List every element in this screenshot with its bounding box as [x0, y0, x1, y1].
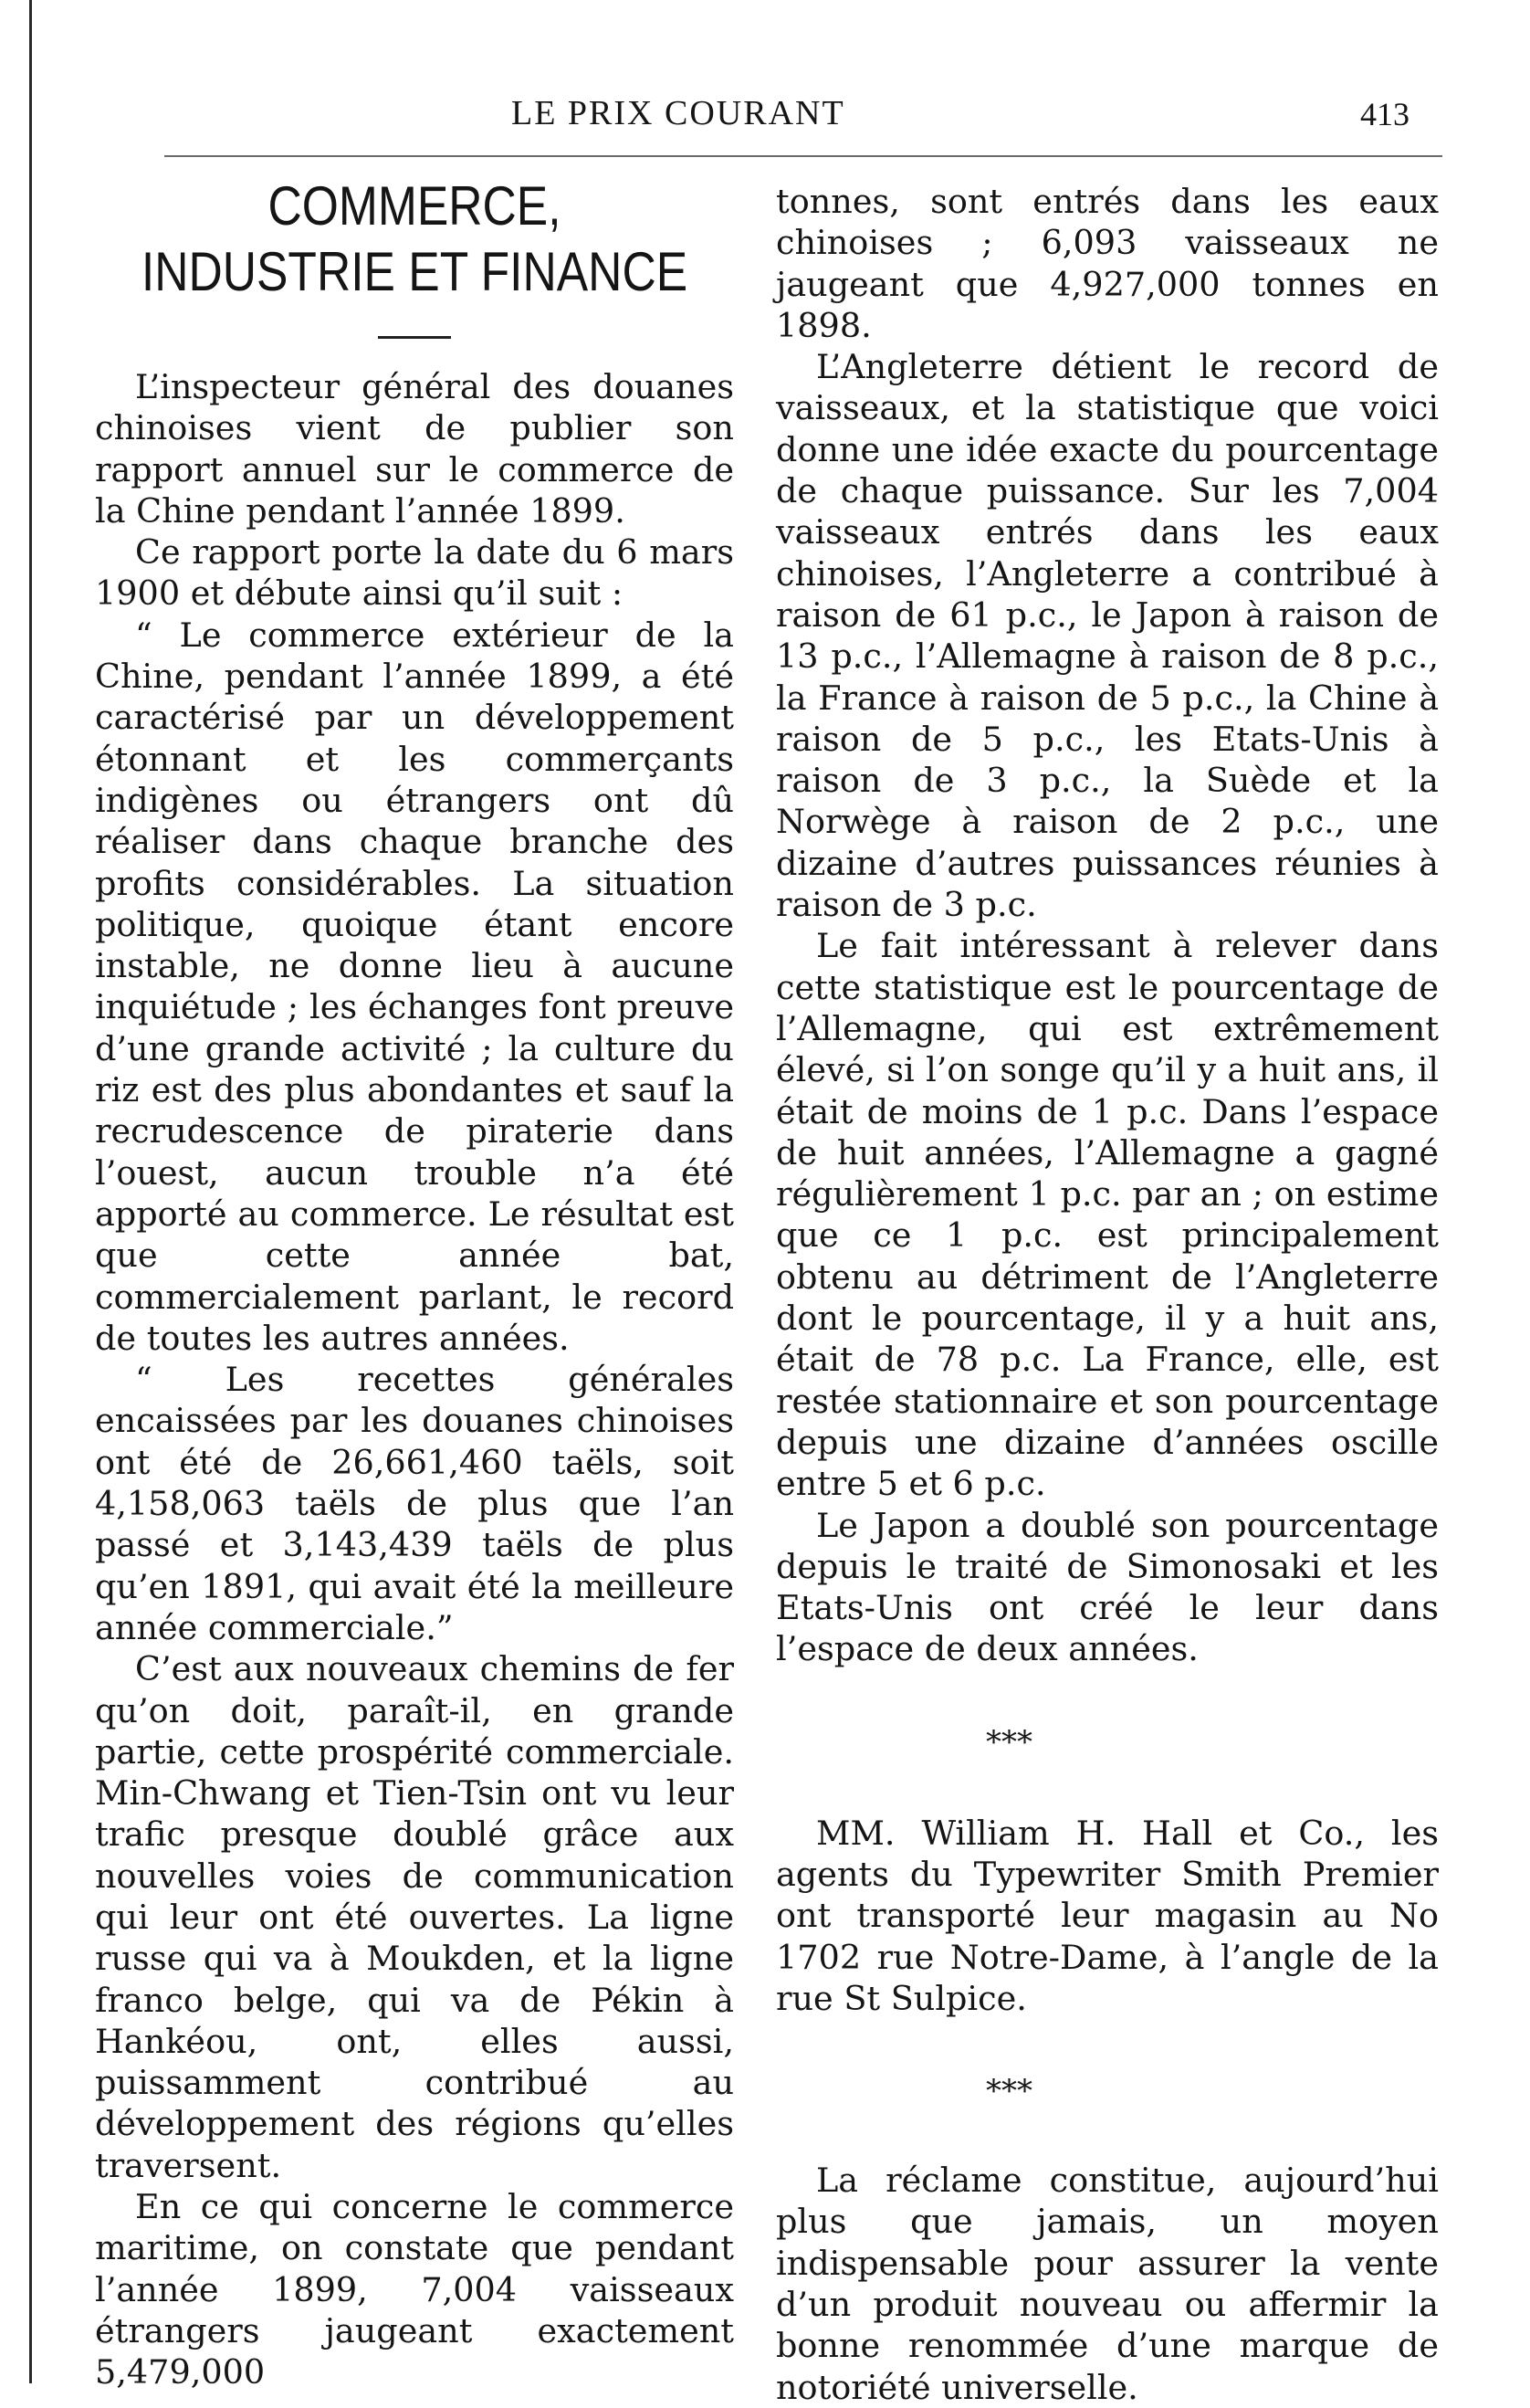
running-title: LE PRIX COURANT	[511, 94, 845, 132]
paragraph: tonnes, sont entrés dans les eaux chinoises ; 6,093 vaisseaux ne jaugeant que 4,927,000 tonnes en 1898.	[776, 182, 1439, 345]
page-number: 413	[1360, 96, 1409, 132]
paragraph: L’inspecteur général des douanes chinoises vient de publier son rapport annuel sur le commerce de la Chine pendant l’année 1899.	[95, 367, 734, 531]
section-title-line-2: INDUSTRIE ET FINANCE	[141, 241, 688, 302]
section-title-line-1: COMMERCE,	[267, 175, 561, 237]
quote-paragraph: “ Le commerce extérieur de la Chine, pendant l’année 1899, a été caractérisé par un développement étonnant et les commerçants indigènes ou étrangers ont dû réaliser dans chaque branche des profits considérables. La situation politique, quoique étant encore instable, ne donne lieu à aucune inquiétude ; les échanges font preuve d’une grande activité ; la culture du riz est des plus abondantes et sauf la recrudescence de piraterie dans l’ouest, aucun trouble n’a été apporté au commerce. Le résultat est que cette année bat, commercialement parlant, le record de toutes les autres années.	[95, 615, 734, 1358]
title-rule	[378, 336, 451, 339]
header-rule	[164, 155, 1442, 157]
paragraph: C’est aux nouveaux chemins de fer qu’on doit, paraît-il, en grande partie, cette prospérité commerciale. Min-Chwang et Tien-Tsin ont vu leur trafic presque doublé grâce aux nouvelles voies de communication qui leur ont été ouvertes. La ligne russe qui va à Moukden, et la ligne franco belge, qui va de Pékin à Hankéou, ont, elles aussi, puissamment contribué au développement des régions qu’elles traversent.	[95, 1649, 734, 2185]
left-column	[95, 174, 734, 2393]
right-column	[776, 181, 1439, 2408]
paragraph: Le fait intéressant à relever dans cette statistique est le pourcentage de l’Allemagne, qui est extrêmement élevé, si l’on songe qu’il y a huit ans, il était de moins de 1 p.c. Dans l’espace de huit années, l’Allemagne a gagné régulièrement 1 p.c. par an ; on estime que ce 1 p.c. est principalement obtenu au détriment de l’Angleterre dont le pourcentage, il y a huit ans, était de 78 p.c. La France, elle, est restée stationnaire et son pourcentage depuis une dizaine d’années oscille entre 5 et 6 p.c.	[776, 926, 1439, 1504]
asterism-divider: ***	[986, 1723, 1032, 1761]
notice-paragraph: La réclame constitue, aujourd’hui plus que jamais, un moyen indispensable pour assurer la vente d’un produit nouveau ou affermir la bonne renommée d’une marque de notoriété universelle.	[776, 2161, 1439, 2407]
notice-paragraph: MM. William H. Hall et Co., les agents du Typewriter Smith Premier ont transporté leur magasin au No 1702 rue Notre-Dame, à l’angle de la rue St Sulpice.	[776, 1813, 1439, 2018]
paragraph: En ce qui concerne le commerce maritime, on constate que pendant l’année 1899, 7,004 vaisseaux étrangers jaugeant exactement 5,479,000	[95, 2187, 734, 2392]
asterism-divider: ***	[986, 2073, 1032, 2110]
paragraph: Le Japon a doublé son pourcentage depuis le traité de Simonosaki et les Etats-Unis ont créé le leur dans l’espace de deux années.	[776, 1505, 1439, 1669]
page-binding-edge	[29, 0, 32, 2383]
paragraph: L’Angleterre détient le record de vaisseaux, et la statistique que voici donne une idée exacte du pourcentage de chaque puissance. Sur les 7,004 vaisseaux entrés dans les eaux chinoises, l’Angleterre a contribué à raison de 61 p.c., le Japon à raison de 13 p.c., l’Allemagne à raison de 8 p.c., la France à raison de 5 p.c., la Chine à raison de 5 p.c., les Etats-Unis à raison de 3 p.c., la Suède et la Norwège à raison de 2 p.c., une dizaine d’autres puissances réunies à raison de 3 p.c.	[776, 347, 1439, 925]
quote-paragraph: “ Les recettes générales encaissées par les douanes chinoises ont été de 26,661,460 taëls, soit 4,158,063 taëls de plus que l’an passé et 3,143,439 taëls de plus qu’en 1891, qui avait été la meilleure année commerciale.”	[95, 1360, 734, 1647]
section-title	[140, 174, 689, 305]
paragraph: Ce rapport porte la date du 6 mars 1900 et débute ainsi qu’il suit :	[95, 532, 734, 614]
